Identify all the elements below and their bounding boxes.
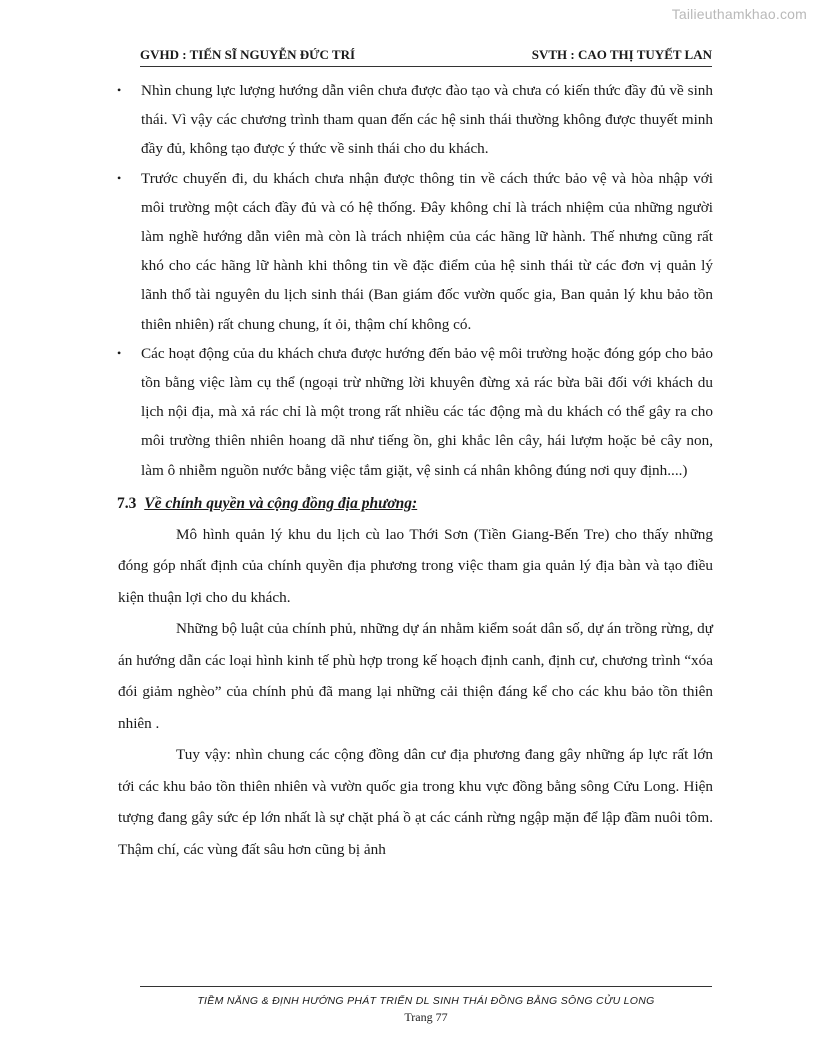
bullet-icon: • [117, 83, 122, 97]
watermark: Tailieuthamkhao.com [671, 6, 807, 22]
paragraph: Tuy vậy: nhìn chung các cộng đồng dân cư địa phương đang gây những áp lực rất lớn tới các khu bảo tồn thiên nhiên và vườn quốc gia trong khu vực đồng bằng sông Cửu Long. Hiện tượng đang gây sức ép lớn nhất là sự chặt phá ồ ạt các cánh rừng ngập mặn để lập đầm nuôi tôm. Thậm chí, các vùng đất sâu hơn cũng bị ảnh [118, 746, 713, 858]
list-item-text: Trước chuyến đi, du khách chưa nhận được thông tin về cách thức bảo vệ và hòa nhập với môi trường một cách đầy đủ và có hệ thống. Đây không chỉ là trách nhiệm của những người làm nghề hướng dẫn viên mà còn là trách nhiệm của các hãng lữ hành. Thế nhưng cũng rất khó cho các hãng lữ hành khi thông tin về đặc điểm của hệ sinh thái từ các đơn vị quản lý lãnh thổ tài nguyên du lịch sinh thái (Ban giám đốc vườn quốc gia, Ban quản lý khu bảo tồn thiên nhiên) rất chung chung, ít ỏi, thậm chí không có. [141, 169, 713, 333]
page-content [117, 76, 713, 865]
paragraph: Những bộ luật của chính phủ, những dự án nhằm kiểm soát dân số, dự án trồng rừng, dự án hướng dẫn các loại hình kinh tế phù hợp trong kế hoạch định canh, định cư, chương trình “xóa đói giảm nghèo” của chính phủ đã mang lại những cải thiện đáng kể cho các khu bảo tồn thiên nhiên . [118, 620, 713, 732]
header-supervisor: GVHD : TIẾN SĨ NGUYỄN ĐỨC TRÍ [140, 47, 356, 62]
section-title: Về chính quyền và cộng đồng địa phương: [144, 494, 418, 512]
header-student: SVTH : CAO THỊ TUYẾT LAN [531, 47, 712, 62]
paragraph: Mô hình quản lý khu du lịch cù lao Thới Sơn (Tiền Giang-Bến Tre) cho thấy những đóng góp nhất định của chính quyền địa phương trong việc tham gia quản lý địa bàn và tạo điều kiện thuận lợi cho du khách. [118, 525, 713, 606]
list-item-text: Nhìn chung lực lượng hướng dẫn viên chưa được đào tạo và chưa có kiến thức đầy đủ về sinh thái. Vì vậy các chương trình tham quan đến các hệ sinh thái thường không được thuyết minh đầy đủ, không tạo được ý thức về sinh thái cho du khách. [141, 82, 713, 158]
page-header [140, 44, 712, 67]
bullet-icon: • [117, 170, 122, 185]
page-number: Trang 77 [404, 1010, 448, 1024]
section-heading [117, 489, 713, 519]
list-item-text: Các hoạt động của du khách chưa được hướng đến bảo vệ môi trường hoặc đóng góp cho bảo tồn bằng việc làm cụ thể (ngoại trừ những lời khuyên đừng xả rác bừa bãi đối với khách du lịch nội địa, mà xả rác chỉ là một trong rất nhiều các tác động mà du khách có thể gây ra cho môi trường thiên nhiên hoang dã như tiếng ồn, ghi khắc lên cây, hái lượm hoặc bẻ cây non, làm ô nhiễm nguồn nước bằng việc tắm giặt, vệ sinh cá nhân không đúng nơi quy định....) [141, 344, 713, 479]
section-number: 7.3 [117, 494, 137, 512]
page-footer [140, 986, 712, 1025]
list-item [117, 76, 713, 164]
footer-title: TIỀM NĂNG & ĐỊNH HƯỚNG PHÁT TRIỂN DL SINH THÁI ĐỒNG BẰNG SÔNG CỬU LONG [197, 995, 655, 1007]
list-item [117, 164, 713, 339]
bullet-list [117, 76, 713, 485]
list-item [117, 339, 713, 485]
bullet-icon: • [117, 345, 122, 360]
